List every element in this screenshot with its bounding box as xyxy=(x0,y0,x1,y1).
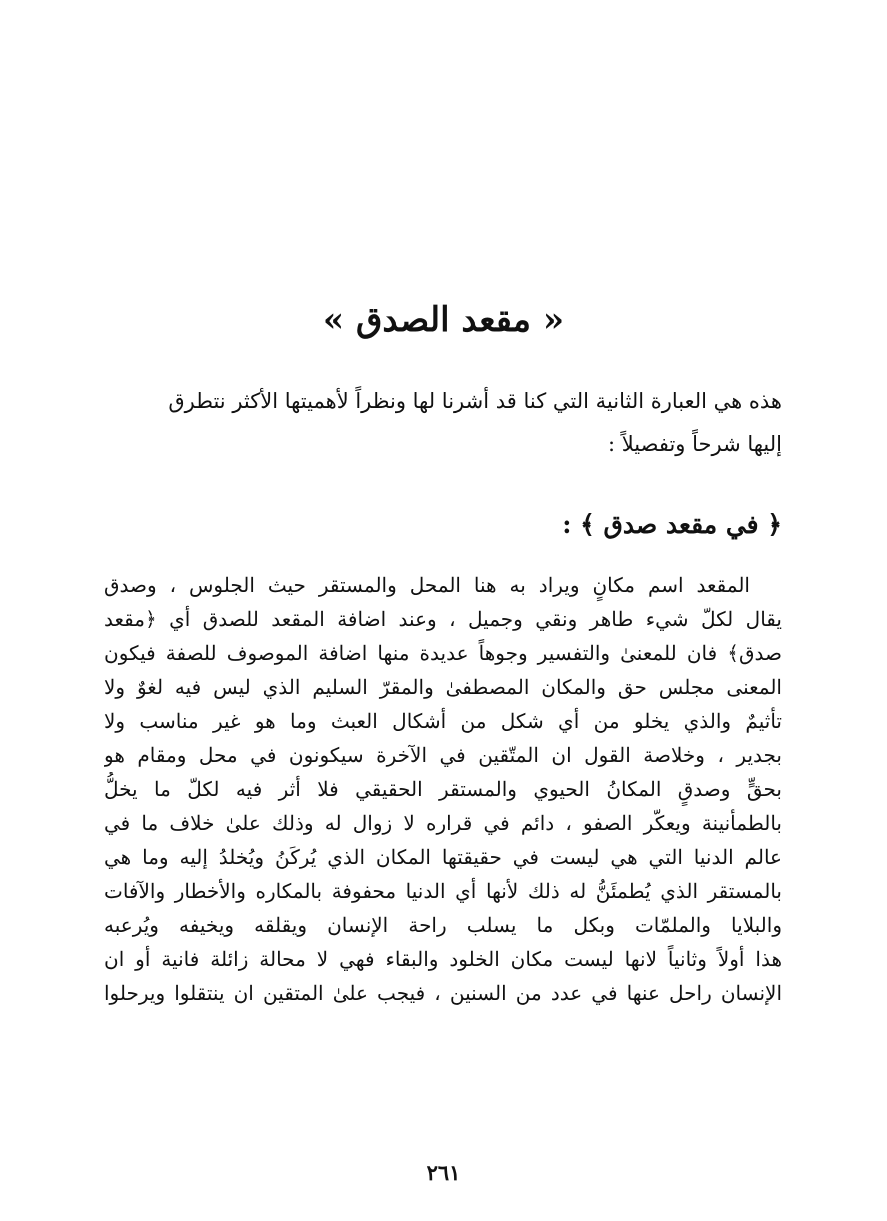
body-line: يقال لكلّ شيء طاهر ونقي وجميل ، وعند اضافة المقعد للصدق أي ﴿مقعد xyxy=(104,607,782,631)
body-line: عالم الدنيا التي هي ليست في حقيقتها المكان الذي يُركَنُ ويُخلدُ إليه وما هي xyxy=(104,845,782,869)
body-line: والبلايا والملمّات وبكل ما يسلب راحة الإنسان ويقلقه ويخيفه ويُرعبه xyxy=(104,913,782,937)
body-line: بالمستقر الذي يُطمئَنُّ له ذلك لأنها أي الدنيا محفوفة بالمكاره والأخطار والآفات xyxy=(104,879,782,903)
body-line: بالطمأنينة ويعكّر الصفو ، دائم في قراره لا زوال له وذلك علىٰ خلاف ما في xyxy=(104,811,782,835)
body-line: تأثيمٌ والذي يخلو من أي شكل من أشكال العبث وما هو غير مناسب ولا xyxy=(104,709,782,733)
body-paragraph xyxy=(104,568,782,1128)
page-number: ٢٦١ xyxy=(426,1160,461,1185)
body-line: المقعد اسم مكانٍ ويراد به هنا المحل والمستقر حيث الجلوس ، وصدق xyxy=(104,573,750,597)
body-line: المعنى مجلس حق والمكان المصطفىٰ والمقرّ السليم الذي ليس فيه لغوٌ ولا xyxy=(104,675,782,699)
body-line: صدق﴾ فان للمعنىٰ والتفسير وجوهاً عديدة منها اضافة الموصوف للصفة فيكون xyxy=(104,641,782,665)
chapter-title: « مقعد الصدق » xyxy=(322,300,565,340)
body-line: هذا أولاً وثانياً لانها ليست مكان الخلود والبقاء فهي لا محالة زائلة فانية أو ان xyxy=(104,947,782,971)
body-line: بحقٍّ وصدقٍ المكانُ الحيوي والمستقر الحقيقي فلا أثر فيه لكلّ ما يخلُّ xyxy=(104,777,782,801)
body-line: الإنسان راحل عنها في عدد من السنين ، فيجب علىٰ المتقين ان ينتقلوا ويرحلوا xyxy=(104,981,782,1005)
section-heading: ﴿ في مقعد صدق ﴾ : xyxy=(562,510,782,539)
body-line: بجدير ، وخلاصة القول ان المتّقين في الآخرة سيكونون في محل ومقام هو xyxy=(104,743,782,767)
intro-paragraph xyxy=(104,380,782,466)
intro-line: هذه هي العبارة الثانية التي كنا قد أشرنا لها ونظراً لأهميتها الأكثر نتطرق xyxy=(168,389,782,413)
intro-line: إليها شرحاً وتفصيلاً : xyxy=(608,432,782,456)
